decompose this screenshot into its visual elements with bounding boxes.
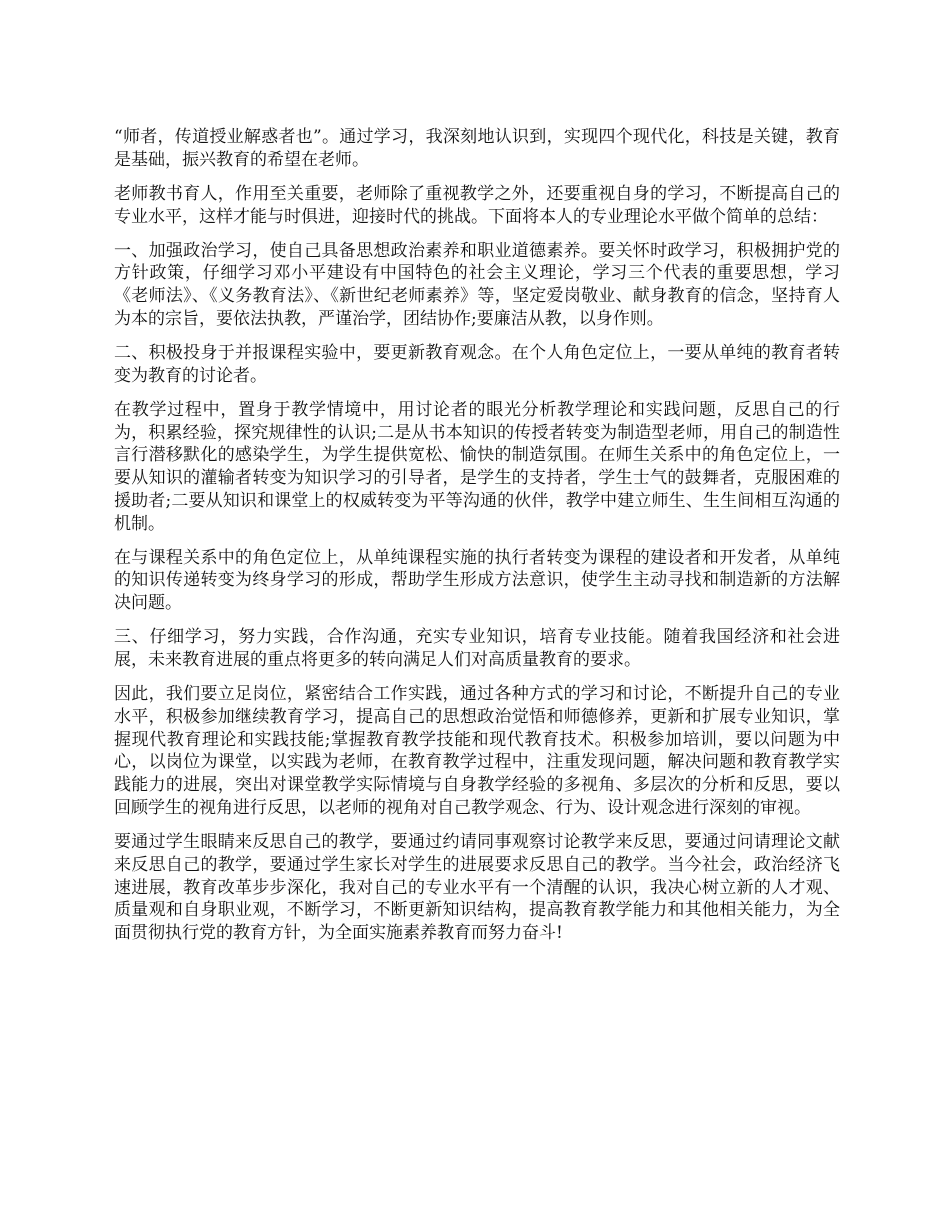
paragraph-therefore: 因此，我们要立足岗位，紧密结合工作实践，通过各种方式的学习和讨论，不断提升自己的专业水平，积极参加继续教育学习，提高自己的思想政治觉悟和师德修养，更新和扩展专业知识，掌握现代教育理论和实践技能;掌握教育教学技能和现代教育技术。积极参加培训，要以问题为中心，以岗位为课堂，以实践为老师，在教育教学过程中，注重发现问题，解决问题和教育教学实践能力的进展，突出对课堂教学实际情境与自身教学经验的多视角、多层次的分析和反思，要以回顾学生的视角进行反思，以老师的视角对自己教学观念、行为、设计观念进行深刻的审视。 [114, 684, 840, 819]
paragraph-teacher-role: 老师教书育人，作用至关重要，老师除了重视教学之外，还要重视自身的学习，不断提高自己的专业水平，这样才能与时俱进，迎接时代的挑战。下面将本人的专业理论水平做个简单的总结： [114, 183, 840, 227]
paragraph-reflection: 要通过学生眼睛来反思自己的教学，要通过约请同事观察讨论教学来反思，要通过问请理论文献来反思自己的教学，要通过学生家长对学生的进展要求反思自己的教学。当今社会，政治经济飞速进展，教育改革步步深化，我对自己的专业水平有一个清醒的认识，我决心树立新的人才观、质量观和自身职业观，不断学习，不断更新知识结构，提高教育教学能力和其他相关能力，为全面贯彻执行党的教育方针，为全面实施素养教育而努力奋斗! [114, 832, 840, 944]
document-body [114, 126, 840, 956]
paragraph-section-one: 一、加强政治学习，使自己具备思想政治素养和职业道德素养。要关怀时政学习，积极拥护党的方针政策，仔细学习邓小平建设有中国特色的社会主义理论，学习三个代表的重要思想，学习《老师法》、《义务教育法》、《新世纪老师素养》等，坚定爱岗敬业、献身教育的信念，坚持育人为本的宗旨，要依法执教，严谨治学，团结协作;要廉洁从教，以身作则。 [114, 240, 840, 329]
paragraph-section-three: 三、仔细学习，努力实践，合作沟通，充实专业知识，培育专业技能。随着我国经济和社会进展，未来教育进展的重点将更多的转向满足人们对高质量教育的要求。 [114, 627, 840, 671]
paragraph-teaching-process: 在教学过程中，置身于教学情境中，用讨论者的眼光分析教学理论和实践问题，反思自己的行为，积累经验，探究规律性的认识;二是从书本知识的传授者转变为制造型老师，用自己的制造性言行潜移默化的感染学生，为学生提供宽松、愉快的制造氛围。在师生关系中的角色定位上，一要从知识的灌输者转变为知识学习的引导者，是学生的支持者，学生士气的鼓舞者，克服困难的援助者;二要从知识和课堂上的权威转变为平等沟通的伙伴，教学中建立师生、生生间相互沟通的机制。 [114, 399, 840, 534]
paragraph-curriculum-role: 在与课程关系中的角色定位上，从单纯课程实施的执行者转变为课程的建设者和开发者，从单纯的知识传递转变为终身学习的形成，帮助学生形成方法意识，使学生主动寻找和制造新的方法解决问题。 [114, 547, 840, 614]
paragraph-section-two: 二、积极投身于并报课程实验中，要更新教育观念。在个人角色定位上，一要从单纯的教育者转变为教育的讨论者。 [114, 342, 840, 386]
paragraph-intro-quote: “师者，传道授业解惑者也”。通过学习，我深刻地认识到，实现四个现代化，科技是关键，教育是基础，振兴教育的希望在老师。 [114, 127, 840, 170]
